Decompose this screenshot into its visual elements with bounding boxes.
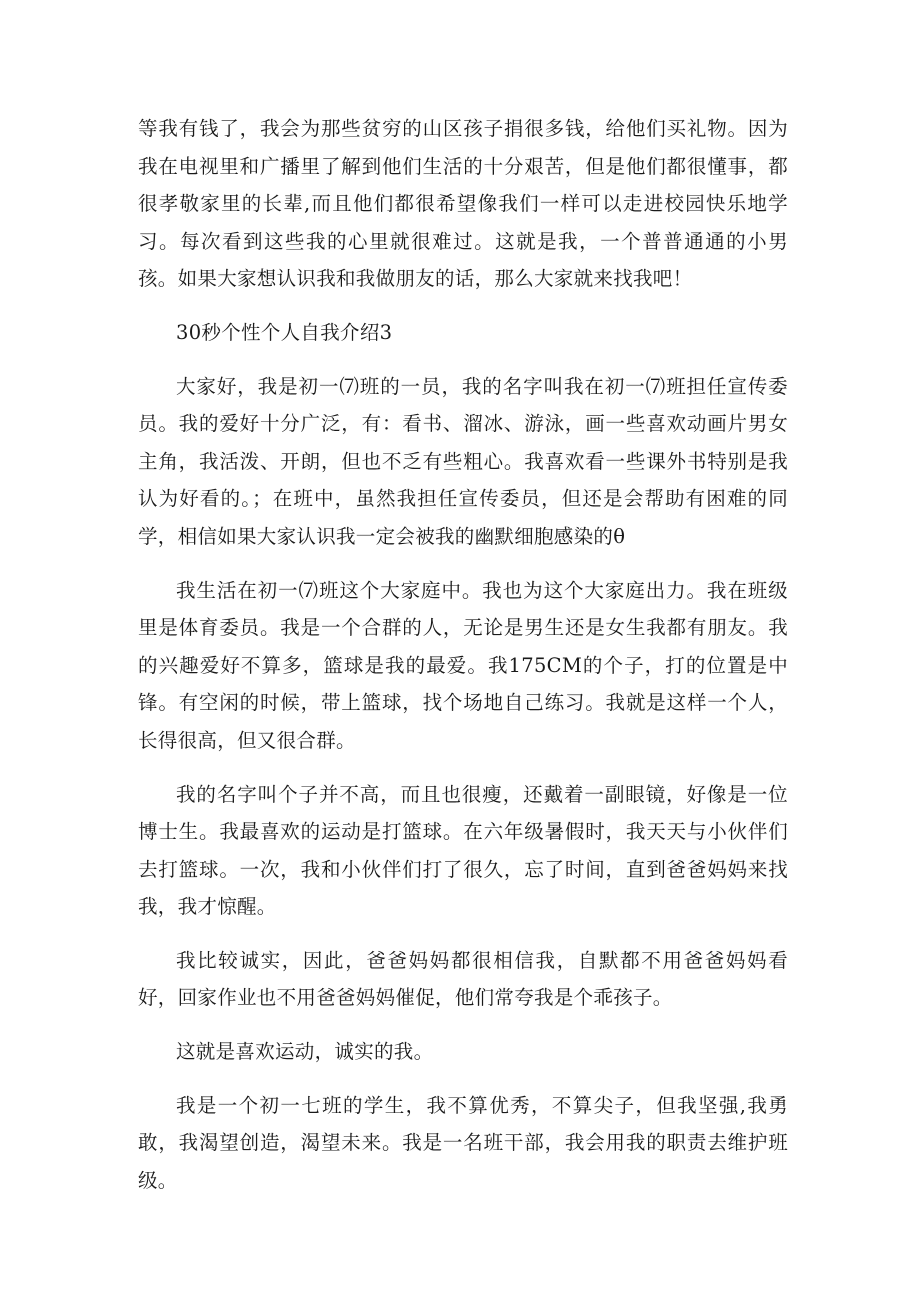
paragraph-summary: 这就是喜欢运动，诚实的我。 [176, 1040, 434, 1064]
paragraph-basketball: 我的名字叫个子并不高，而且也很瘦，还戴着一副眼镜，好像是一位博士生。我最喜欢的运动是打篮球。在六年级暑假时，我天天与小伙伴们去打篮球。一次，我和小伙伴们打了很久，忘了时间，直到爸爸妈妈来找我，我才惊醒。 [138, 782, 788, 919]
paragraph-class-cadre: 我是一个初一七班的学生，我不算优秀，不算尖子，但我坚强,我勇敢，我渴望创造，渴望未来。我是一名班干部，我会用我的职责去维护班级。 [138, 1093, 788, 1192]
section-heading: 30秒个性个人自我介绍3 [176, 320, 393, 344]
paragraph-donation: 等我有钱了，我会为那些贫穷的山区孩子捐很多钱，给他们买礼物。因为我在电视里和广播里了解到他们生活的十分艰苦，但是他们都很懂事，都很孝敬家里的长辈,而且他们都很希望像我们一样可以走进校园快乐地学习。每次看到这些我的心里就很难过。这就是我，一个普普通通的小男孩。如果大家想认识我和我做朋友的话，那么大家就来找我吧！ [138, 117, 788, 291]
document-body [138, 110, 788, 1215]
paragraph-honest: 我比较诚实，因此，爸爸妈妈都很相信我，自默都不用爸爸妈妈看好，回家作业也不用爸爸妈妈催促，他们常夸我是个乖孩子。 [138, 948, 788, 1010]
paragraph-publicity-member: 大家好，我是初一⑺班的一员，我的名字叫我在初一⑺班担任宣传委员。我的爱好十分广泛，有：看书、溜冰、游泳，画一些喜欢动画片男女主角，我活泼、开朗，但也不乏有些粗心。我喜欢看一些课外书特别是我认为好看的。；在班中，虽然我担任宣传委员，但还是会帮助有困难的同学，相信如果大家认识我一定会被我的幽默细胞感染的θ [138, 374, 788, 548]
paragraph-sports-member: 我生活在初一⑺班这个大家庭中。我也为这个大家庭出力。我在班级里是体育委员。我是一个合群的人，无论是男生还是女生我都有朋友。我的兴趣爱好不算多，篮球是我的最爱。我175CM的个子，打的位置是中锋。有空闲的时候，带上篮球，找个场地自己练习。我就是这样一个人，长得很高，但又很合群。 [138, 578, 788, 752]
